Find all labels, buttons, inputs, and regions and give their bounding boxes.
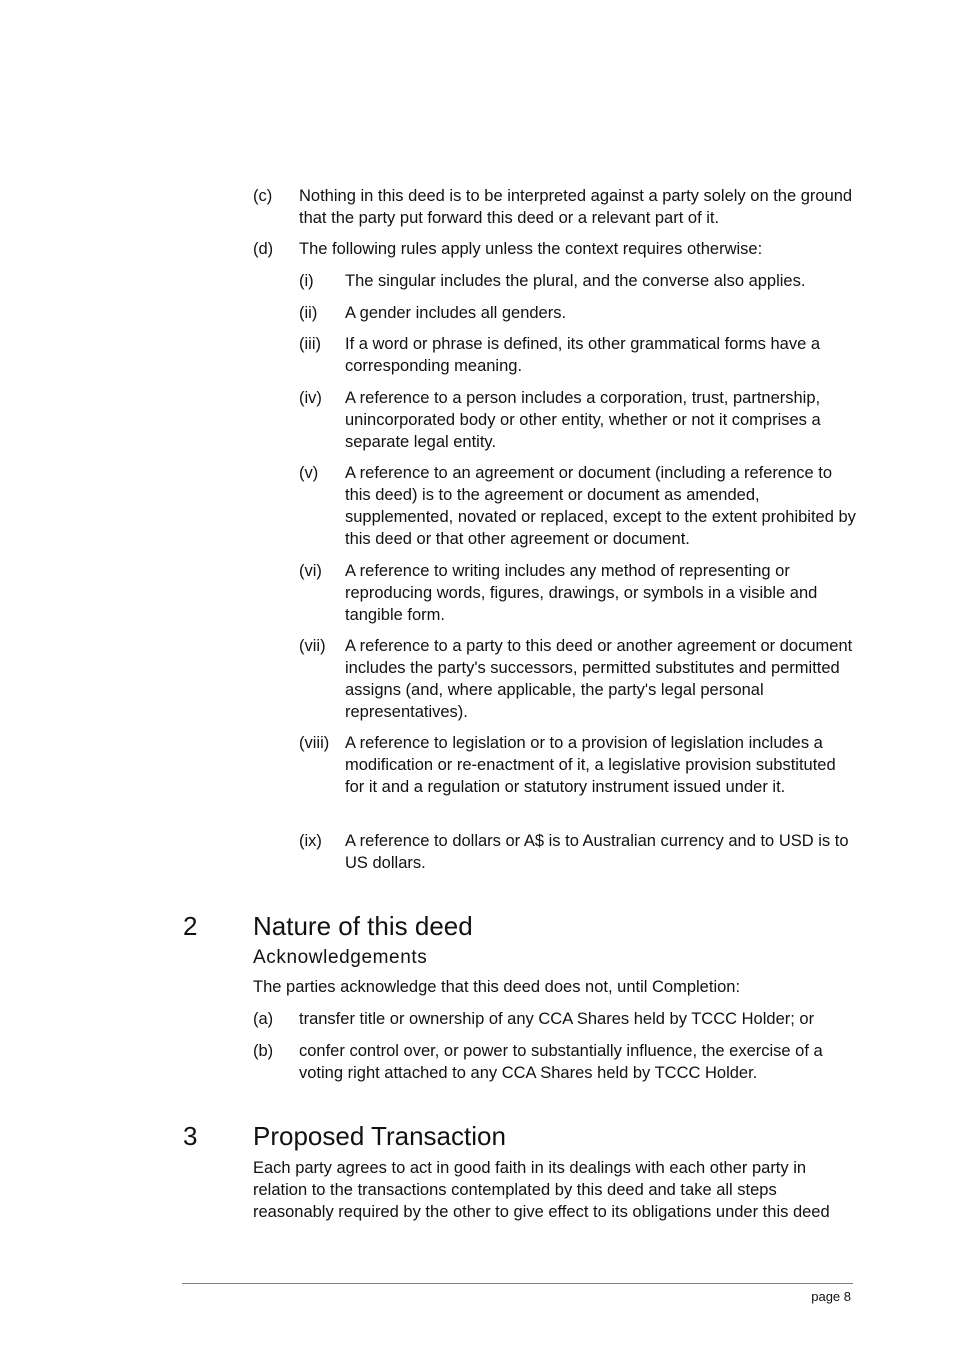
clause-c bbox=[253, 185, 858, 229]
subclause-text: The singular includes the plural, and the converse also applies. bbox=[345, 272, 806, 290]
clause-text: The following rules apply unless the context requires otherwise: bbox=[299, 240, 763, 258]
subclause-text: A reference to a party to this deed or another agreement or document includes the party's successors, permitted substitutes and permitted assigns (and, where applicable, the party's legal personal representatives). bbox=[345, 637, 853, 721]
subclause-text: A reference to an agreement or document (including a reference to this deed) is to the agreement or document as amended, supplemented, novated or replaced, except to the extent prohibited by this deed or that other agreement or document. bbox=[345, 464, 856, 548]
subclause-label: (vi) bbox=[299, 562, 322, 580]
subclause-text: A reference to legislation or to a provision of legislation includes a modification or re-enactment of it, a legislative provision substituted for it and a regulation or statutory instrument issued under it. bbox=[345, 734, 836, 796]
clause-label: (c) bbox=[253, 187, 273, 205]
subclause-v bbox=[299, 462, 858, 550]
subclause-text: A gender includes all genders. bbox=[345, 304, 567, 322]
page-number: page 8 bbox=[811, 1289, 851, 1304]
section-3-title: Proposed Transaction bbox=[253, 1121, 506, 1151]
footer-divider bbox=[182, 1283, 853, 1284]
section-2-item-a bbox=[253, 1008, 858, 1030]
subclause-iii bbox=[299, 333, 858, 377]
section-2-item-b bbox=[253, 1040, 858, 1084]
clause-label: (b) bbox=[253, 1042, 274, 1060]
clause-text: transfer title or ownership of any CCA Shares held by TCCC Holder; or bbox=[299, 1010, 815, 1028]
subclause-i bbox=[299, 270, 858, 292]
subclause-vi bbox=[299, 560, 858, 626]
subclause-label: (v) bbox=[299, 464, 319, 482]
subclause-label: (viii) bbox=[299, 734, 330, 752]
subclause-ii bbox=[299, 302, 858, 324]
clause-text: confer control over, or power to substantially influence, the exercise of a voting right attached to any CCA Shares held by TCCC Holder. bbox=[299, 1042, 823, 1082]
subclause-text: A reference to dollars or A$ is to Australian currency and to USD is to US dollars. bbox=[345, 832, 849, 872]
subclause-label: (i) bbox=[299, 272, 314, 290]
section-2-number: 2 bbox=[183, 911, 198, 941]
subclause-viii bbox=[299, 732, 858, 798]
subclause-text: A reference to a person includes a corporation, trust, partnership, unincorporated body or other entity, whether or not it comprises a separate legal entity. bbox=[345, 389, 821, 451]
subclause-text: If a word or phrase is defined, its other grammatical forms have a corresponding meaning. bbox=[345, 335, 821, 375]
clause-label: (a) bbox=[253, 1010, 274, 1028]
section-3-body: Each party agrees to act in good faith in its dealings with each other party in relation to the transactions contemplated by this deed and take all steps reasonably required by the other to give effect to its obligations under this deed bbox=[253, 1159, 830, 1221]
subclause-label: (iii) bbox=[299, 335, 321, 353]
subclause-text: A reference to writing includes any method of representing or reproducing words, figures, drawings, or symbols in a visible and tangible form. bbox=[345, 562, 818, 624]
clause-label: (d) bbox=[253, 240, 274, 258]
subclause-iv bbox=[299, 387, 858, 453]
subclause-label: (ix) bbox=[299, 832, 322, 850]
subclause-ix bbox=[299, 830, 858, 874]
clause-text: Nothing in this deed is to be interpreted against a party solely on the ground that the party put forward this deed or a relevant part of it. bbox=[299, 187, 853, 227]
section-2-intro: The parties acknowledge that this deed does not, until Completion: bbox=[253, 978, 741, 996]
subclause-label: (vii) bbox=[299, 637, 326, 655]
section-2-subheading: Acknowledgements bbox=[253, 947, 428, 968]
subclause-label: (iv) bbox=[299, 389, 322, 407]
section-3-number: 3 bbox=[183, 1121, 198, 1151]
subclause-label: (ii) bbox=[299, 304, 318, 322]
subclause-vii bbox=[299, 635, 858, 723]
clause-d bbox=[253, 238, 858, 260]
section-2-title: Nature of this deed bbox=[253, 911, 473, 941]
